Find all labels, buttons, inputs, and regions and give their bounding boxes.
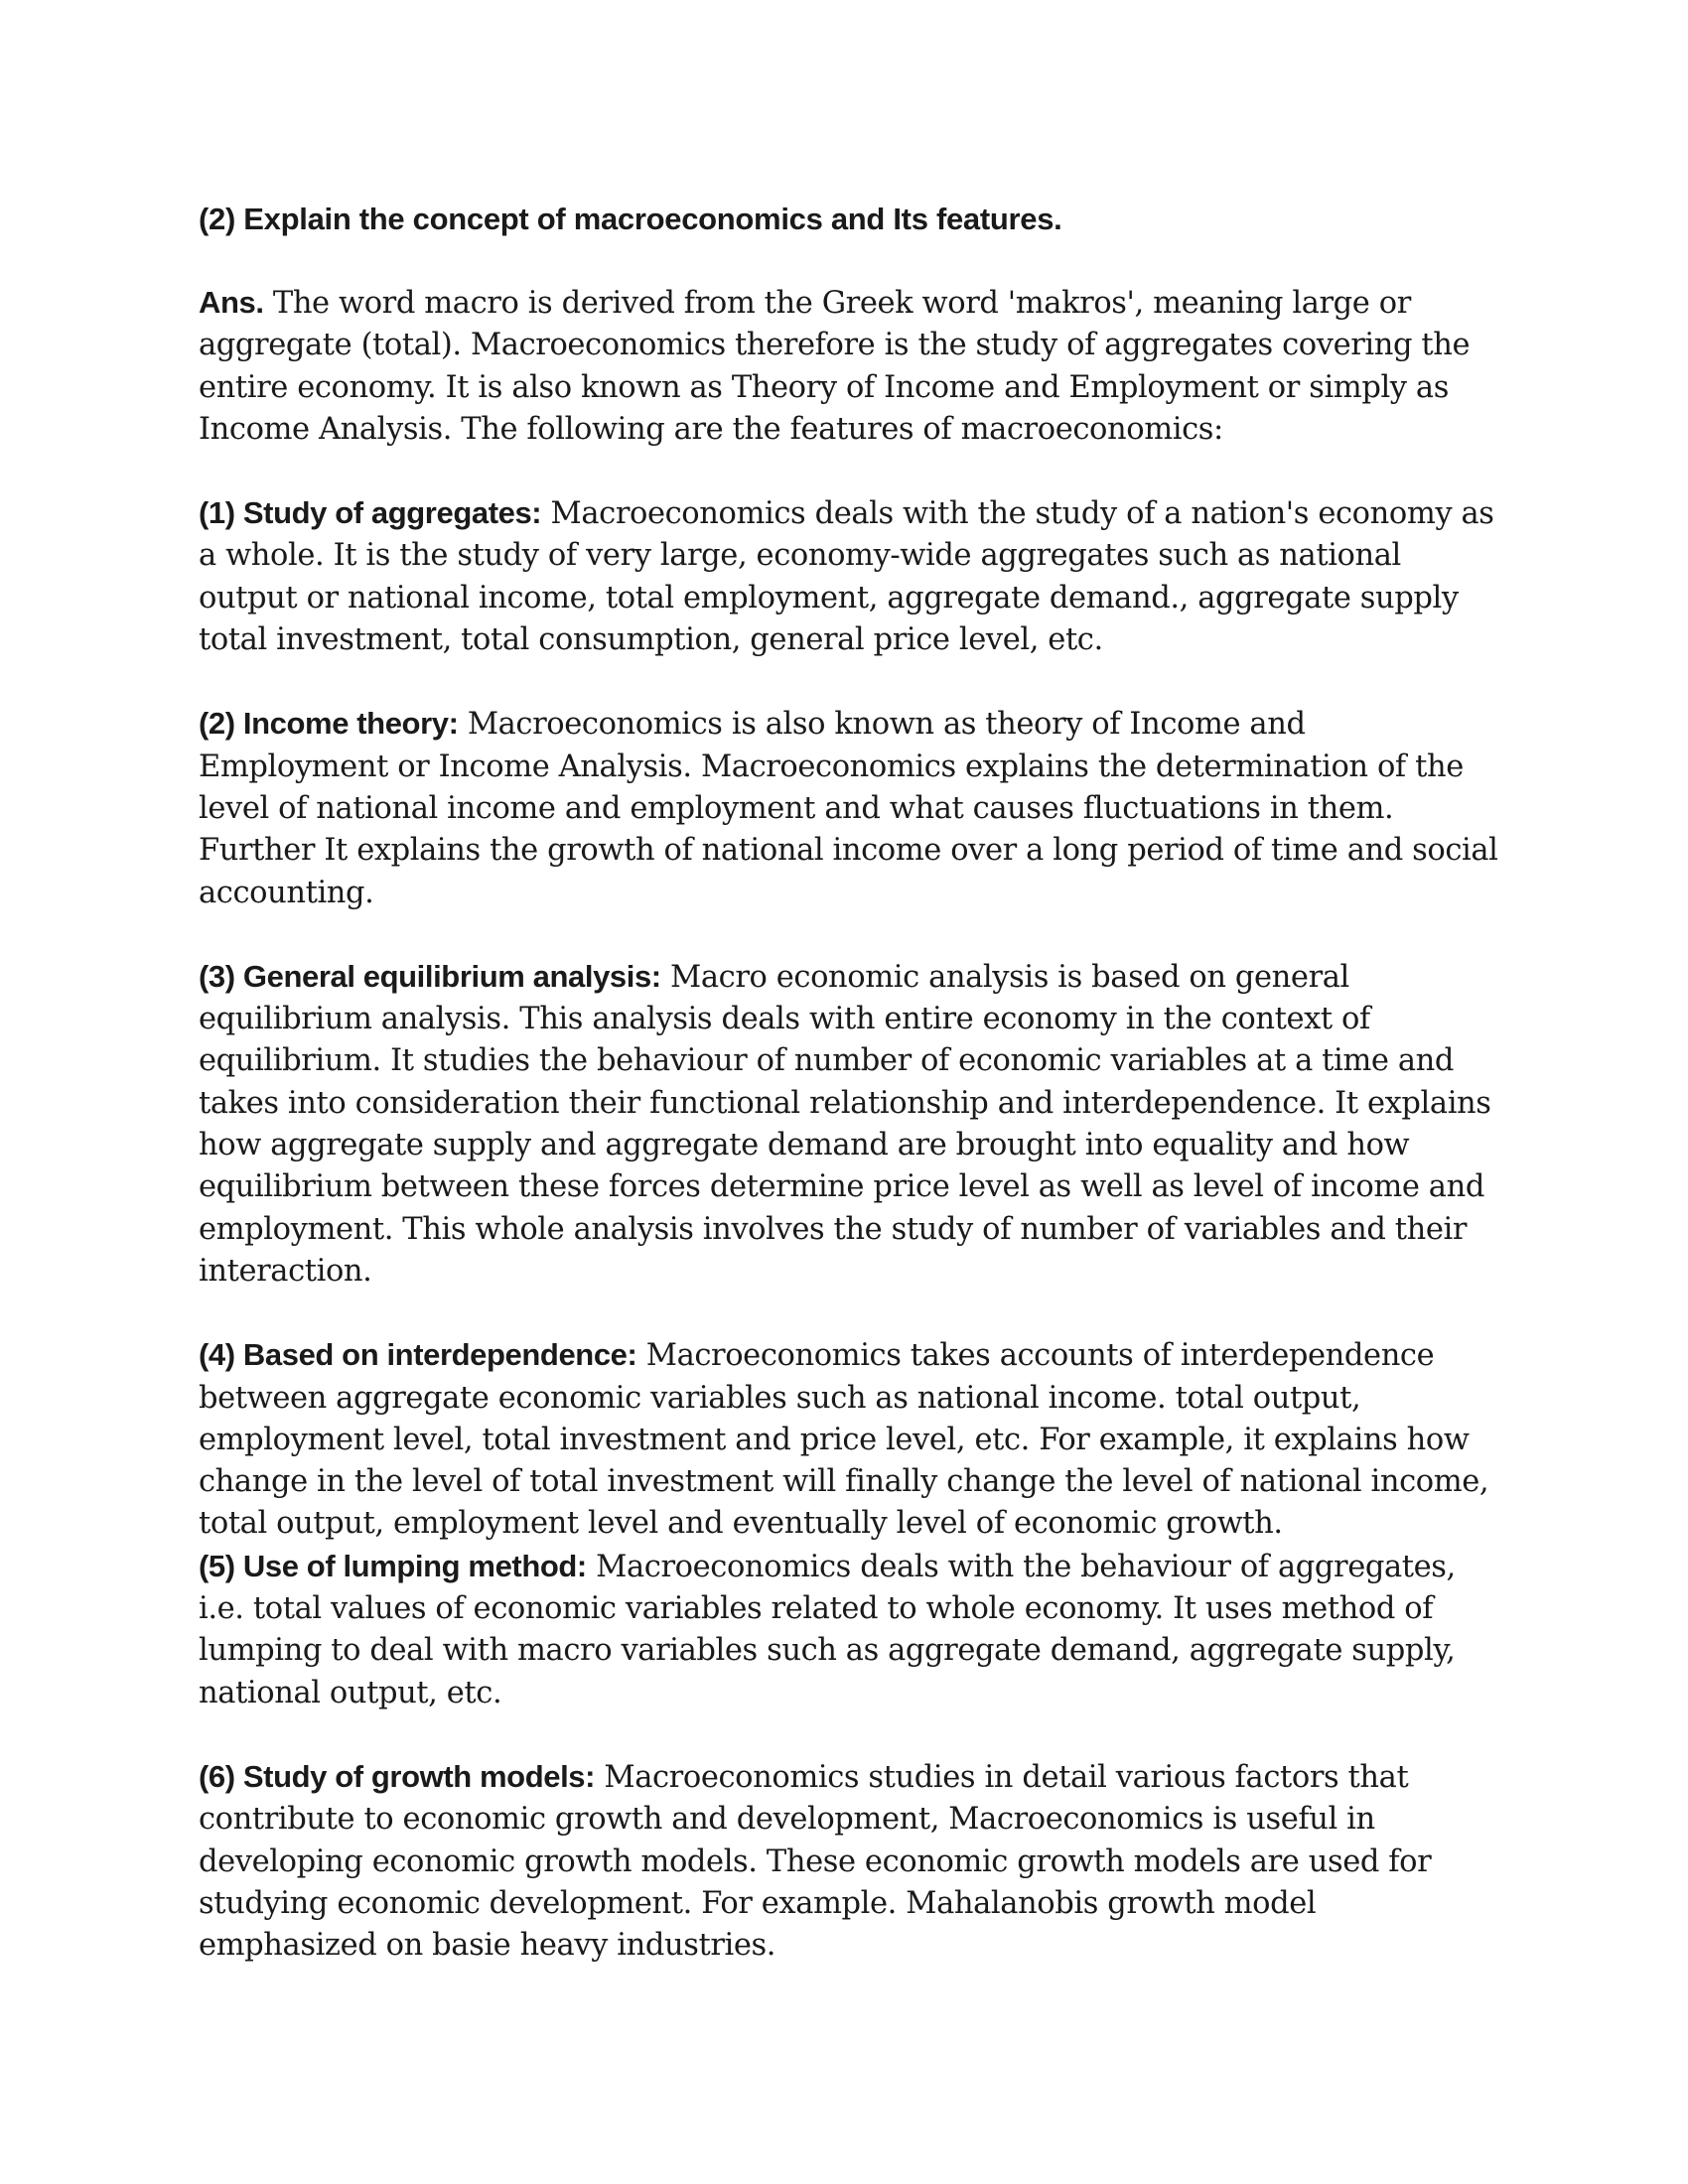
feature-text-5: Macroeconomics deals with the behaviour of aggregates, i.e. total values of economic variables related to whole economy. It uses method of lumping to deal with macro variables such as aggregate demand, aggregate supply, national output, etc. — [199, 1549, 1456, 1710]
feature-label-1: (1) Study of aggregates: — [199, 495, 542, 531]
feature-paragraph-1 — [199, 492, 1499, 661]
feature-text-1: Macroeconomics deals with the study of a nation's economy as a whole. It is the study of very large, economy-wide aggregates such as national output or national income, total employment, aggregate demand., aggregate supply total investment, total consumption, general price level, etc. — [199, 496, 1494, 658]
feature-text-6: Macroeconomics studies in detail various factors that contribute to economic growth and development, Macroeconomics is useful in developing economic growth models. These economic growth models are used for studying economic development. For example. Mahalanobis growth model emphasized on basie heavy industries. — [199, 1759, 1432, 1964]
document-body — [199, 199, 1499, 2008]
feature-paragraph-4 — [199, 1334, 1499, 1545]
feature-paragraph-2 — [199, 703, 1499, 913]
feature-label-3: (3) General equilibrium analysis: — [199, 958, 661, 994]
feature-label-4: (4) Based on interdependence: — [199, 1337, 637, 1373]
feature-label-5: (5) Use of lumping method: — [199, 1548, 587, 1583]
feature-text-2: Macroeconomics is also known as theory of Income and Employment or Income Analysis. Macroeconomics explains the determination of the level of national income and employment and what causes fluctuations in them. Further It explains the growth of national income over a long period of time and social accounting. — [199, 707, 1498, 910]
answer-paragraph — [199, 282, 1499, 451]
feature-text-3: Macro economic analysis is based on general equilibrium analysis. This analysis deals with entire economy in the context of equilibrium. It studies the behaviour of number of economic variables at a time and takes into consideration their functional relationship and interdependence. It explains how aggregate supply and aggregate demand are brought into equality and how equilibrium between these forces determine price level as well as level of income and employment. This whole analysis involves the study of number of variables and their interaction. — [199, 959, 1491, 1289]
answer-text: The word macro is derived from the Greek word 'makros', meaning large or aggregate (total). Macroeconomics therefore is the study of aggregates covering the entire economy. It is also known as Theory of Income and Employment or simply as Income Analysis. The following are the features of macroeconomics: — [199, 286, 1471, 447]
question-heading: (2) Explain the concept of macroeconomics and Its features. — [199, 202, 1062, 236]
answer-label: Ans. — [199, 285, 264, 320]
feature-label-2: (2) Income theory: — [199, 706, 459, 742]
feature-label-6: (6) Study of growth models: — [199, 1758, 596, 1794]
feature-text-4: Macroeconomics takes accounts of interdependence between aggregate economic variables such as national income. total output, employment level, total investment and price level, etc. For example, it explains how change in the level of total investment will finally change the level of national income, total output, employment level and eventually level of economic growth. — [199, 1338, 1489, 1542]
feature-paragraph-5 — [199, 1546, 1499, 1714]
feature-paragraph-6 — [199, 1756, 1499, 1967]
feature-paragraph-3 — [199, 956, 1499, 1293]
